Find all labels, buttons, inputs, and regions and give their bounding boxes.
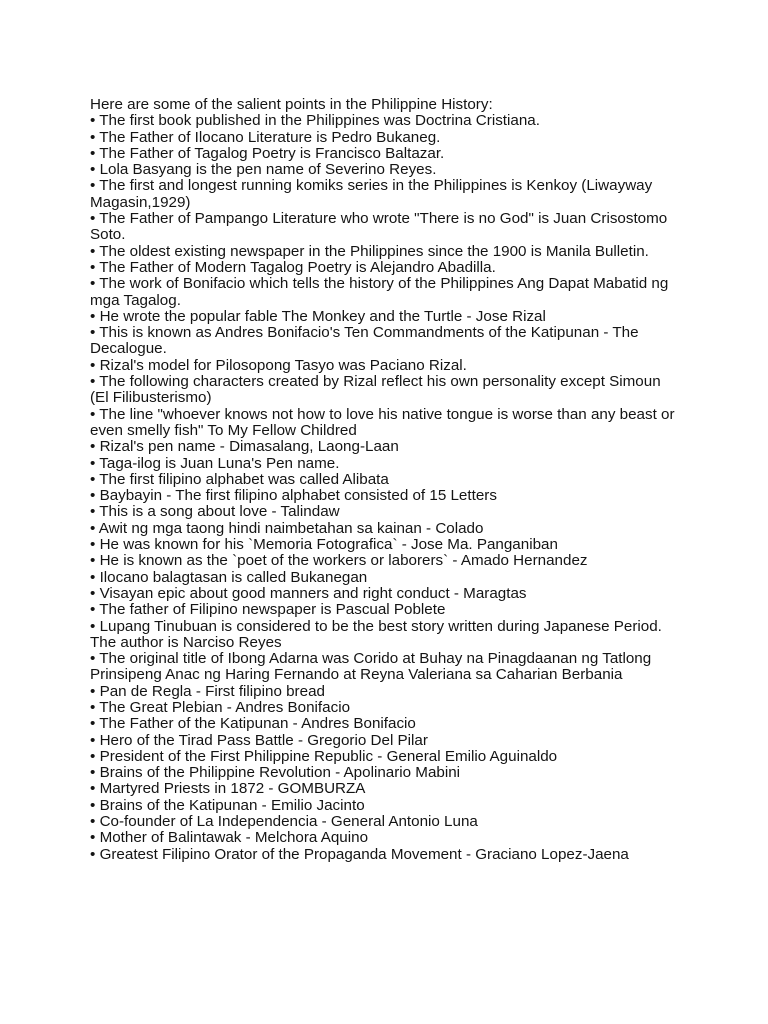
list-item-text: Baybayin - The first filipino alphabet consisted of 15 Letters — [99, 487, 497, 505]
list-item-text: Rizal's model for Pilosopong Tasyo was Paciano Rizal. — [99, 356, 467, 374]
list-item — [90, 651, 680, 684]
list-item-text: The Father of Pampango Literature who wrote "There is no God" is Juan Crisostomo Soto. — [90, 210, 668, 244]
list-item — [90, 733, 680, 749]
list-item-text: Co-founder of La Independencia - General Antonio Luna — [99, 813, 478, 831]
list-item-text: The Father of Tagalog Poetry is Francisco Baltazar. — [99, 144, 445, 162]
list-item-text: The Father of Ilocano Literature is Pedro Bukaneg. — [99, 128, 441, 146]
list-item — [90, 211, 680, 244]
list-item-text: The first book published in the Philippines was Doctrina Cristiana. — [99, 112, 540, 130]
list-item — [90, 488, 680, 504]
list-item — [90, 113, 680, 129]
list-item-text: Martyred Priests in 1872 - GOMBURZA — [99, 780, 366, 798]
list-item — [90, 276, 680, 309]
list-item — [90, 619, 680, 652]
list-item — [90, 765, 680, 781]
list-item-text: Rizal's pen name - Dimasalang, Laong-Laan — [99, 438, 399, 456]
list-item — [90, 537, 680, 553]
list-item-text: The father of Filipino newspaper is Pascual Poblete — [99, 601, 446, 619]
list-item — [90, 358, 680, 374]
bullet-icon: • — [90, 503, 96, 521]
list-item — [90, 700, 680, 716]
list-item-text: Awit ng mga taong hindi naimbetahan sa kainan - Colado — [98, 519, 484, 537]
list-item — [90, 178, 680, 211]
bullet-icon: • — [90, 829, 96, 847]
list-item — [90, 130, 680, 146]
bullet-icon: • — [90, 536, 96, 554]
list-item — [90, 407, 680, 440]
list-item-text: He wrote the popular fable The Monkey and the Turtle - Jose Rizal — [99, 307, 546, 325]
list-item-text: The original title of Ibong Adarna was Corido at Buhay na Pinagdaanan ng Tatlong Prinsipeng Anac ng Haring Fernando at Reyna Valeriana sa Caharian Berbania — [90, 650, 652, 684]
bullet-icon: • — [90, 780, 96, 798]
list-item-text: The line "whoever knows not how to love his native tongue is worse than any beast or even smelly fish" To My Fellow Childred — [90, 405, 675, 439]
bullet-icon: • — [90, 144, 96, 162]
list-item — [90, 684, 680, 700]
list-item-text: The first and longest running komiks series in the Philippines is Kenkoy (Liwayway Magasin,1929) — [90, 177, 653, 211]
bullet-icon: • — [90, 258, 96, 276]
intro-text: Here are some of the salient points in the Philippine History: — [90, 96, 493, 113]
bullet-icon: • — [90, 356, 96, 374]
list-item-text: He is known as the `poet of the workers or laborers` - Amado Hernandez — [99, 552, 588, 570]
bullet-icon: • — [90, 454, 96, 472]
list-item-text: The Great Plebian - Andres Bonifacio — [99, 698, 351, 716]
list-item — [90, 260, 680, 276]
bullet-icon: • — [90, 324, 96, 342]
list-item — [90, 504, 680, 520]
list-item-text: Pan de Regla - First filipino bread — [99, 682, 325, 700]
list-item-text: Visayan epic about good manners and right conduct - Maragtas — [99, 584, 527, 602]
list-item — [90, 521, 680, 537]
list-item-text: This is known as Andres Bonifacio's Ten Commandments of the Katipunan - The Decalogue. — [90, 324, 639, 358]
points-list — [90, 113, 680, 863]
bullet-icon: • — [90, 845, 96, 863]
list-item — [90, 781, 680, 797]
list-item-text: The Father of Modern Tagalog Poetry is Alejandro Abadilla. — [99, 258, 496, 276]
bullet-icon: • — [90, 210, 96, 228]
bullet-icon: • — [90, 715, 96, 733]
list-item — [90, 244, 680, 260]
bullet-icon: • — [90, 373, 96, 391]
list-item — [90, 162, 680, 178]
bullet-icon: • — [90, 487, 96, 505]
list-item — [90, 716, 680, 732]
list-item-text: Lola Basyang is the pen name of Severino Reyes. — [99, 161, 437, 179]
list-item-text: The following characters created by Rizal reflect his own personality except Simoun (El Filibusterismo) — [90, 373, 661, 407]
list-item-text: The work of Bonifacio which tells the history of the Philippines Ang Dapat Mabatid ng mga Tagalog. — [90, 275, 669, 309]
bullet-icon: • — [90, 128, 96, 146]
list-item-text: The first filipino alphabet was called Alibata — [99, 470, 389, 488]
list-item — [90, 749, 680, 765]
list-item — [90, 814, 680, 830]
list-item — [90, 570, 680, 586]
bullet-icon: • — [90, 112, 96, 130]
list-item — [90, 309, 680, 325]
bullet-icon: • — [90, 470, 96, 488]
list-item-text: Hero of the Tirad Pass Battle - Gregorio Del Pilar — [99, 731, 428, 749]
list-item-text: Mother of Balintawak - Melchora Aquino — [99, 829, 369, 847]
bullet-icon: • — [90, 161, 96, 179]
list-item-text: President of the First Philippine Republic - General Emilio Aguinaldo — [99, 747, 558, 765]
list-item-text: Ilocano balagtasan is called Bukanegan — [99, 568, 368, 586]
bullet-icon: • — [90, 617, 96, 635]
bullet-icon: • — [90, 584, 96, 602]
list-item — [90, 472, 680, 488]
bullet-icon: • — [90, 275, 96, 293]
bullet-icon: • — [90, 731, 96, 749]
list-item-text: The oldest existing newspaper in the Philippines since the 1900 is Manila Bulletin. — [99, 242, 649, 260]
bullet-icon: • — [90, 764, 96, 782]
list-item — [90, 325, 680, 358]
bullet-icon: • — [90, 568, 96, 586]
list-item-text: Greatest Filipino Orator of the Propaganda Movement - Graciano Lopez-Jaena — [99, 845, 629, 863]
list-item-text: Brains of the Katipunan - Emilio Jacinto — [99, 796, 365, 814]
document-body — [90, 97, 680, 863]
bullet-icon: • — [90, 242, 96, 260]
list-item — [90, 798, 680, 814]
bullet-icon: • — [90, 813, 96, 831]
list-item — [90, 602, 680, 618]
list-item — [90, 553, 680, 569]
list-item — [90, 830, 680, 846]
list-item-text: He was known for his `Memoria Fotografica` - Jose Ma. Panganiban — [99, 536, 558, 554]
list-item-text: The Father of the Katipunan - Andres Bonifacio — [99, 715, 416, 733]
bullet-icon: • — [90, 747, 96, 765]
list-item-text: This is a song about love - Talindaw — [99, 503, 340, 521]
bullet-icon: • — [90, 698, 96, 716]
list-item-text: Brains of the Philippine Revolution - Apolinario Mabini — [99, 764, 461, 782]
bullet-icon: • — [90, 405, 96, 423]
list-item-text: Lupang Tinubuan is considered to be the best story written during Japanese Period. The author is Narciso Reyes — [90, 617, 662, 651]
bullet-icon: • — [90, 307, 96, 325]
list-item — [90, 586, 680, 602]
list-item — [90, 146, 680, 162]
bullet-icon: • — [90, 519, 96, 537]
bullet-icon: • — [90, 438, 96, 456]
bullet-icon: • — [90, 682, 96, 700]
bullet-icon: • — [90, 650, 96, 668]
list-item-text: Taga-ilog is Juan Luna's Pen name. — [99, 454, 340, 472]
bullet-icon: • — [90, 601, 96, 619]
list-item — [90, 439, 680, 455]
bullet-icon: • — [90, 177, 96, 195]
bullet-icon: • — [90, 796, 96, 814]
list-item — [90, 374, 680, 407]
bullet-icon: • — [90, 552, 96, 570]
list-item — [90, 847, 680, 863]
list-item — [90, 456, 680, 472]
